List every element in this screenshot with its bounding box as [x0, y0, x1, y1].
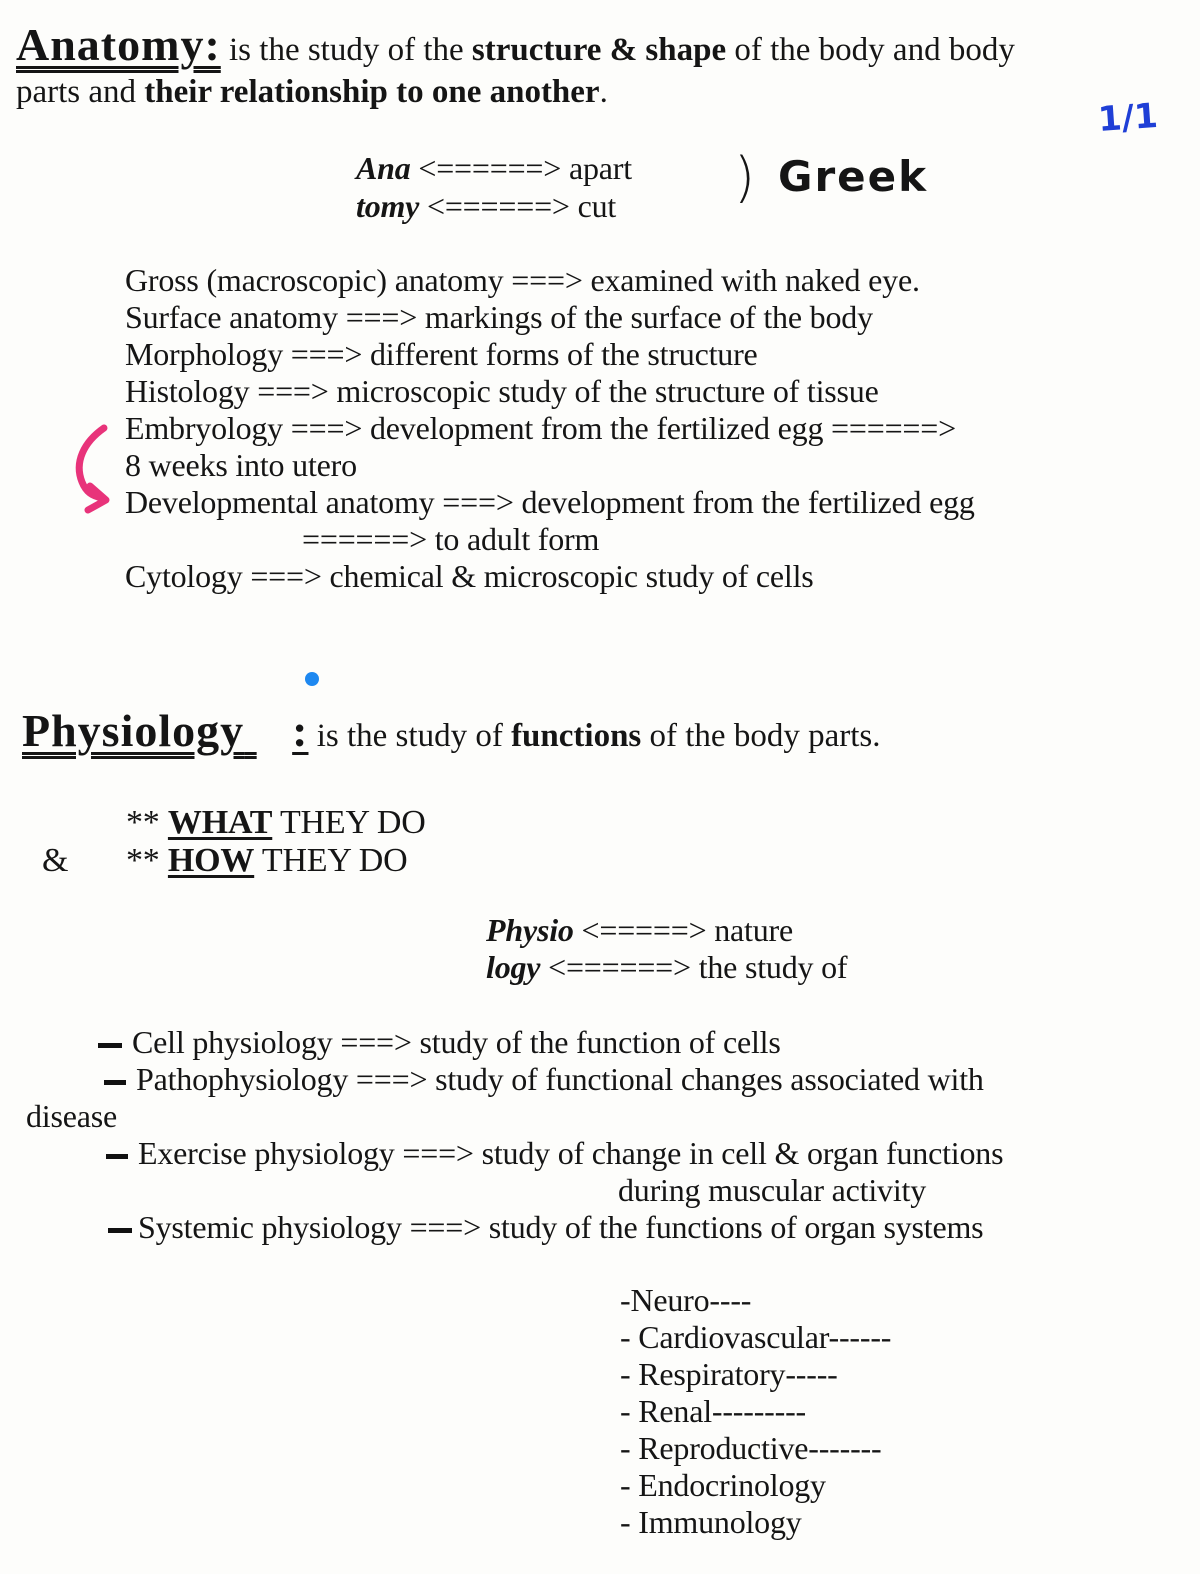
branch-histology: Histology ===> microscopic study of the structure of tissue [125, 373, 879, 409]
branch-embryology: Embryology ===> development from the fertilized egg ======> [125, 410, 956, 446]
handwritten-page-number: 1/1 [1096, 95, 1160, 141]
type-text: Systemic physiology ===> study of the functions of organ systems [138, 1209, 984, 1245]
type-text: Pathophysiology ===> study of functional changes associated with [136, 1061, 984, 1097]
root-word: Ana [356, 150, 411, 186]
anatomy-def2-bold: their relationship to one another [144, 74, 600, 110]
branch-surface: Surface anatomy ===> markings of the surface of the body [125, 299, 873, 335]
anatomy-def2-c: . [599, 74, 608, 110]
anatomy-heading-line2 [16, 74, 608, 111]
root-arrow: <=====> [573, 912, 715, 948]
root-word: logy [486, 949, 541, 985]
root-arrow: <======> [419, 188, 578, 224]
hand-dash [104, 1080, 126, 1085]
type-systemic [108, 1209, 983, 1246]
system-item: - Renal--------- [620, 1393, 807, 1429]
they-do: THEY DO [272, 804, 426, 841]
physiology-title: Physiology [22, 705, 245, 756]
how-line [126, 842, 407, 879]
root-meaning: nature [714, 912, 793, 948]
root-meaning: apart [568, 150, 632, 186]
they-do: THEY DO [254, 842, 408, 879]
pink-arrow-icon [60, 420, 120, 520]
physiology-def-bold: functions [511, 718, 642, 754]
branch-morphology: Morphology ===> different forms of the structure [125, 336, 758, 372]
ampersand: & [42, 842, 69, 879]
anatomy-heading-line1 [16, 18, 1015, 71]
type-exercise [106, 1135, 1003, 1172]
root-arrow: <======> [540, 949, 699, 985]
anatomy-def2-a: parts and [16, 74, 145, 110]
type-text: Exercise physiology ===> study of change in cell & organ functions [138, 1135, 1004, 1171]
hand-dash [98, 1043, 122, 1048]
handwritten-bracket: ) [734, 146, 756, 209]
system-item: -Neuro---- [620, 1282, 752, 1318]
system-item: - Immunology [620, 1504, 802, 1540]
how-word: HOW [167, 842, 255, 879]
physiology-title-gap [244, 704, 292, 757]
hand-dash [108, 1228, 132, 1233]
branch-developmental-cont: ======> to adult form [302, 521, 600, 557]
type-patho-cont: disease [26, 1098, 118, 1134]
physiology-heading [22, 704, 880, 757]
hand-dash [106, 1154, 128, 1159]
physiology-root-logy [486, 949, 847, 986]
system-item: - Respiratory----- [620, 1356, 838, 1392]
root-meaning: the study of [698, 949, 848, 985]
what-line [126, 804, 426, 841]
physiology-colon: : [292, 705, 309, 756]
handwritten-greek-note: Greek [778, 152, 929, 201]
type-text: Cell physiology ===> study of the function of cells [132, 1024, 781, 1060]
system-item: - Endocrinology [620, 1467, 826, 1503]
branch-developmental: Developmental anatomy ===> development from the fertilized egg [125, 484, 975, 520]
root-word: Physio [486, 912, 574, 948]
stars: ** [126, 804, 168, 841]
branch-embryology-cont: 8 weeks into utero [125, 447, 357, 483]
root-word: tomy [356, 188, 420, 224]
type-cell [98, 1024, 781, 1061]
anatomy-def-bold1: structure & shape [471, 32, 727, 68]
system-item: - Reproductive------- [620, 1430, 882, 1466]
anatomy-def-c: of the body and body [726, 32, 1015, 68]
anatomy-def-a: is the study of the [220, 32, 472, 68]
blue-dot [305, 672, 319, 686]
anatomy-root-tomy [356, 188, 616, 225]
physiology-def-a: is the study of [308, 718, 512, 754]
branch-cytology: Cytology ===> chemical & microscopic study of cells [125, 558, 814, 594]
type-exercise-cont: during muscular activity [618, 1172, 927, 1208]
root-meaning: cut [577, 188, 617, 224]
physiology-root-physio [486, 912, 793, 949]
physiology-def-c: of the body parts. [641, 718, 881, 754]
anatomy-title: Anatomy: [16, 19, 221, 70]
branch-gross: Gross (macroscopic) anatomy ===> examined with naked eye. [125, 262, 920, 298]
type-patho [104, 1061, 984, 1098]
what-word: WHAT [167, 804, 273, 841]
system-item: - Cardiovascular------ [620, 1319, 892, 1355]
anatomy-root-ana [356, 150, 632, 187]
root-arrow: <======> [410, 150, 569, 186]
stars: ** [126, 842, 168, 879]
